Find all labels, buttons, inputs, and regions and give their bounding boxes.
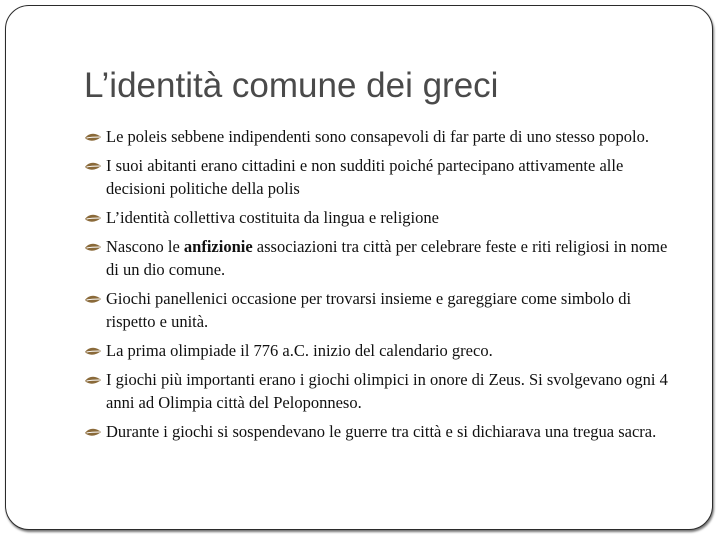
leaf-bullet-icon [84, 294, 102, 305]
slide [5, 5, 713, 530]
bullet-item [84, 125, 684, 148]
bullet-list [84, 125, 684, 449]
leaf-bullet-icon [84, 161, 102, 172]
bullet-item [84, 287, 684, 333]
bullet-text: I suoi abitanti erano cittadini e non sudditi poiché partecipano attivamente alle decisioni politiche della polis [106, 156, 624, 198]
bullet-item [84, 154, 684, 200]
bullet-item [84, 235, 684, 281]
bullet-item [84, 339, 684, 362]
bullet-text: Giochi panellenici occasione per trovarsi insieme e gareggiare come simbolo di rispetto e unità. [106, 289, 632, 331]
bullet-text: I giochi più importanti erano i giochi olimpici in onore di Zeus. Si svolgevano ogni 4 anni ad Olimpia città del Peloponneso. [106, 370, 668, 412]
bullet-text: La prima olimpiade il 776 a.C. inizio del calendario greco. [106, 341, 493, 360]
leaf-bullet-icon [84, 375, 102, 386]
leaf-bullet-icon [84, 427, 102, 438]
bullet-text-before: Nascono le [106, 237, 184, 256]
bullet-item [84, 368, 684, 414]
leaf-bullet-icon [84, 213, 102, 224]
slide-title: L’identità comune dei greci [84, 66, 499, 105]
leaf-bullet-icon [84, 132, 102, 143]
leaf-bullet-icon [84, 346, 102, 357]
bullet-text: L’identità collettiva costituita da lingua e religione [106, 208, 439, 227]
bullet-text: Durante i giochi si sospendevano le guerre tra città e si dichiarava una tregua sacra. [106, 422, 657, 441]
bullet-text: Le poleis sebbene indipendenti sono consapevoli di far parte di uno stesso popolo. [106, 127, 650, 146]
bullet-text-after: associazioni tra città per celebrare feste e riti religiosi in nome di un dio comune. [106, 237, 668, 279]
bullet-bold-term: anfizionie [183, 237, 253, 256]
leaf-bullet-icon [84, 242, 102, 253]
bullet-item [84, 420, 684, 443]
bullet-item [84, 206, 684, 229]
